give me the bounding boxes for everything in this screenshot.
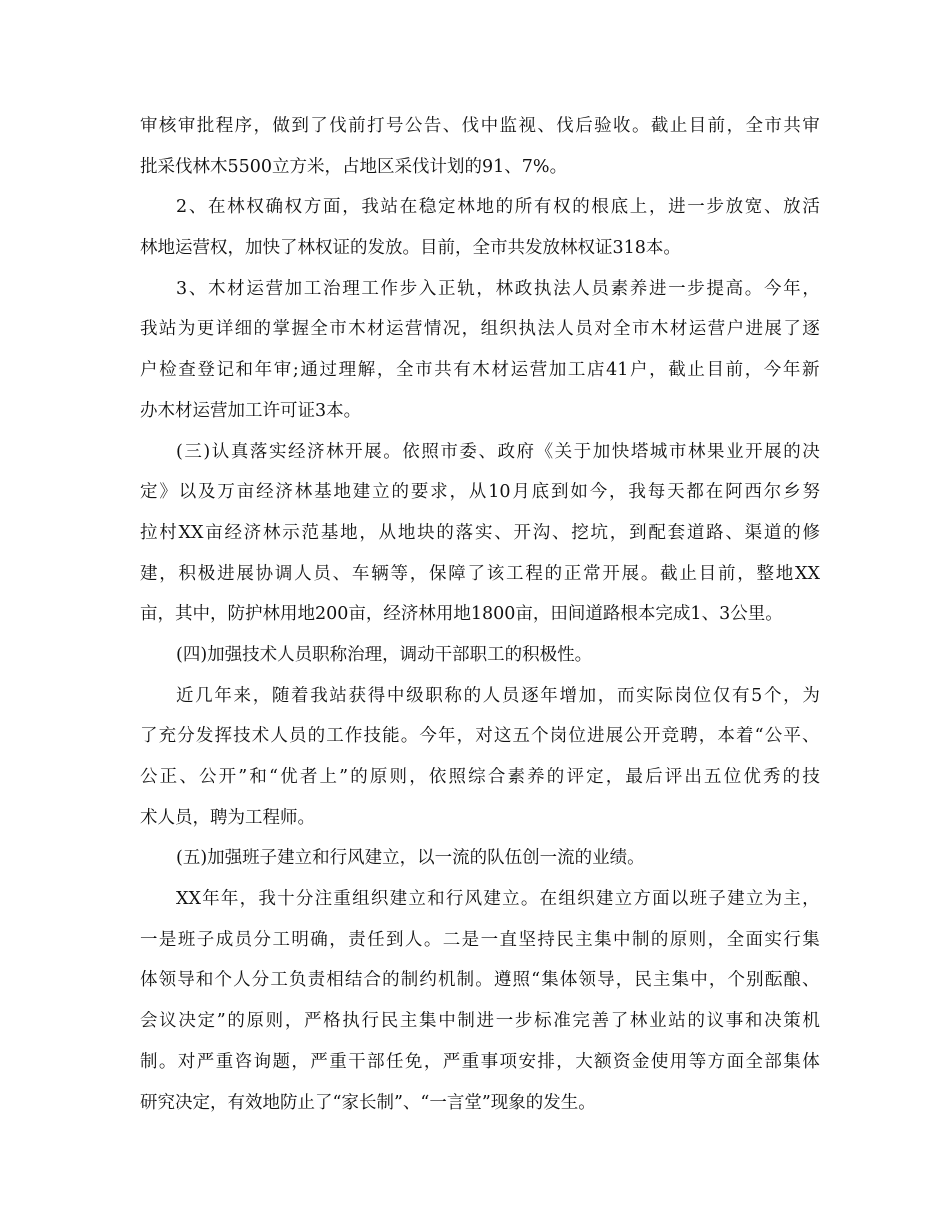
text-line: 2 、 在 林 权 确 权 方 面 ， 我 站 在 稳 定 林 地 的 所 有 权 的 根 底 上 ， 进 一 步 放 宽 、 放 活: [176, 197, 820, 218]
text-line: 近 几 年 来 ， 随 着 我 站 获 得 中 级 职 称 的 人 员 逐 年 增 加 ， 而 实 际 岗 位 仅 有 5 个 ， 为: [176, 685, 820, 706]
text-line: 3 、 木 材 运 营 加 工 治 理 工 作 步 入 正 轨 ， 林 政 执 法 人 员 素 养 进 一 步 提 高 。 今 年 ，: [176, 278, 820, 299]
text-line: 一 是 班 子 成 员 分 工 明 确 ， 责 任 到 人 。 二 是 一 直 坚 持 民 主 集 中 制 的 原 则 ， 全 面 实 行 集: [140, 929, 820, 950]
text-line: (五)加强班子建立和行风建立，以一流的队伍创一流的业绩。: [176, 848, 645, 869]
text-line: 亩，其中，防护林用地200亩，经济林用地1800亩，田间道路根本完成1、3公里。: [140, 604, 783, 625]
text-line: 户 检 查 登 记 和 年 审 ; 通 过 理 解 ， 全 市 共 有 木 材 运 营 加 工 店 41 户 ， 截 止 目 前 ， 今 年 新: [140, 360, 820, 381]
text-line: XX 年 年 ， 我 十 分 注 重 组 织 建 立 和 行 风 建 立 。 在 组 织 建 立 方 面 以 班 子 建 立 为 主 ，: [176, 889, 820, 910]
text-line: (四)加强技术人员职称治理，调动干部职工的积极性。: [176, 644, 593, 665]
text-line: 林地运营权，加快了林权证的发放。目前，全市共发放林权证318本。: [140, 238, 681, 259]
text-line: 制 。 对 严 重 咨 询 题 ， 严 重 干 部 任 免 ， 严 重 事 项 安 排 ， 大 额 资 金 使 用 等 方 面 全 部 集 体: [140, 1051, 820, 1072]
text-line: 体 领 导 和 个 人 分 工 负 责 相 结 合 的 制 约 机 制 。 遵 照 “ 集 体 领 导 ， 民 主 集 中 ， 个 别 酝 酿 、: [140, 970, 820, 991]
text-line: 建 ， 积 极 进 展 协 调 人 员 、 车 辆 等 ， 保 障 了 该 工 程 的 正 常 开 展 。 截 止 目 前 ， 整 地 XX: [140, 563, 820, 584]
text-line: 会 议 决 定 ” 的 原 则 ， 严 格 执 行 民 主 集 中 制 进 一 步 标 准 完 善 了 林 业 站 的 议 事 和 决 策 机: [140, 1011, 820, 1032]
text-line: 我 站 为 更 详 细 的 掌 握 全 市 木 材 运 营 情 况 ， 组 织 执 法 人 员 对 全 市 木 材 运 营 户 进 展 了 逐: [140, 319, 820, 340]
text-line: 办木材运营加工许可证3本。: [140, 400, 362, 421]
text-line: 拉 村 XX 亩 经 济 林 示 范 基 地 ， 从 地 块 的 落 实 、 开 沟 、 挖 坑 ， 到 配 套 道 路 、 渠 道 的 修: [140, 522, 820, 543]
text-line: 批采伐林木5500立方米，占地区采伐计划的91、7%。: [140, 156, 568, 177]
text-line: 研究决定，有效地防止了“家长制”、“一言堂”现象的发生。: [140, 1092, 596, 1113]
document-body: [140, 106, 820, 1123]
text-line: 定 》 以 及 万 亩 经 济 林 基 地 建 立 的 要 求 ， 从 10 月 底 到 如 今 ， 我 每 天 都 在 阿 西 尔 乡 努: [140, 482, 820, 503]
text-line: ( 三 ) 认 真 落 实 经 济 林 开 展 。 依 照 市 委 、 政 府 《 关 于 加 快 塔 城 市 林 果 业 开 展 的 决: [176, 441, 820, 462]
text-line: 术人员，聘为工程师。: [140, 807, 315, 828]
text-line: 公 正 、 公 开 ” 和 “ 优 者 上 ” 的 原 则 ， 依 照 综 合 素 养 的 评 定 ， 最 后 评 出 五 位 优 秀 的 技: [140, 767, 820, 787]
text-line: 了 充 分 发 挥 技 术 人 员 的 工 作 技 能 。 今 年 ， 对 这 五 个 岗 位 进 展 公 开 竞 聘 ， 本 着 “ 公 平 、: [140, 726, 820, 747]
text-line: 审 核 审 批 程 序 ， 做 到 了 伐 前 打 号 公 告 、 伐 中 监 视 、 伐 后 验 收 。 截 止 目 前 ， 全 市 共 审: [140, 116, 820, 136]
